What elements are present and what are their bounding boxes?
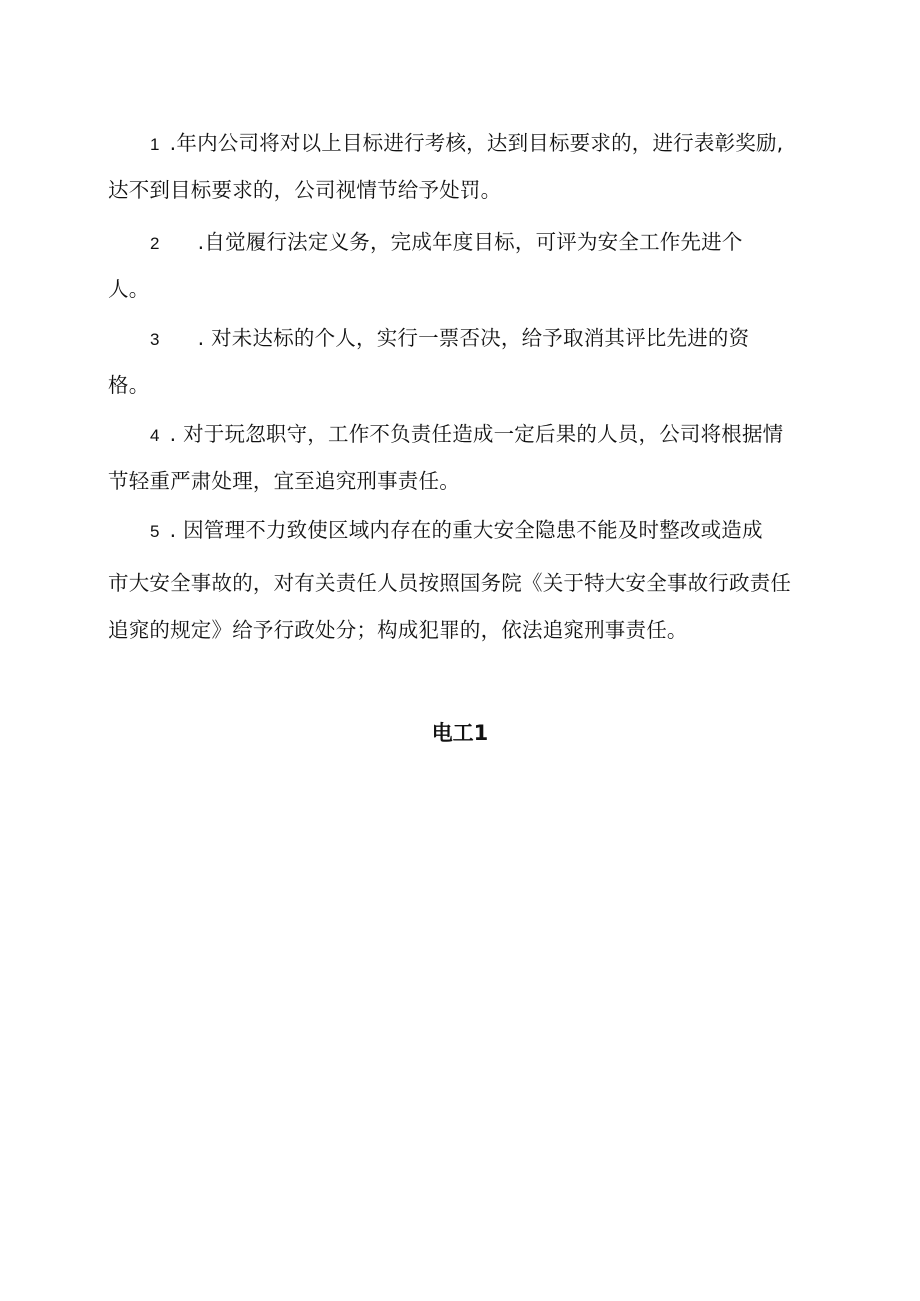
item-5-line-1	[150, 517, 860, 545]
item-3-line-2: 格。	[108, 373, 150, 397]
item-1-line-2: 达不到目标要求的，公司视情节给予处罚。	[108, 178, 502, 202]
item-1-text: .年内公司将对以上目标进行考核，达到目标要求的，进行表彰奖励,	[169, 131, 784, 155]
section-heading: 电工1	[431, 721, 489, 745]
item-3-number: 3	[150, 330, 160, 349]
item-4-number: 4	[150, 426, 160, 445]
item-4-text: . 对于玩忽职守，工作不负责任造成一定后果的人员，公司将根据情	[169, 422, 784, 446]
item-5-line-3: 追窕的规定》给予行政处分；构成犯罪的，依法追窕刑事责任。	[108, 618, 688, 642]
item-2-line-1	[150, 229, 860, 257]
item-2-number: 2	[150, 234, 160, 253]
item-2-line-2: 人。	[108, 277, 150, 301]
item-5-text: . 因管理不力致使区域内存在的重大安全隐患不能及时整改或造成	[169, 518, 763, 542]
item-2-text: .自觉履行法定义务，完成年度目标，可评为安全工作先进个	[197, 230, 743, 254]
item-5-number: 5	[150, 522, 160, 541]
item-4-line-2: 节轻重严肃处理，宜至追究刑事责任。	[108, 469, 460, 493]
item-5-line-2: 市大安全事故的，对有关责任人员按照国务院《关于特大安全事故行政责任	[108, 571, 792, 595]
item-4-line-1	[150, 421, 860, 449]
item-1-number: 1	[150, 135, 160, 154]
item-3-text: . 对未达标的个人，实行一票否决，给予取消其评比先进的资	[197, 326, 750, 350]
item-3-line-1	[150, 325, 860, 353]
item-1-line-1	[150, 130, 860, 158]
